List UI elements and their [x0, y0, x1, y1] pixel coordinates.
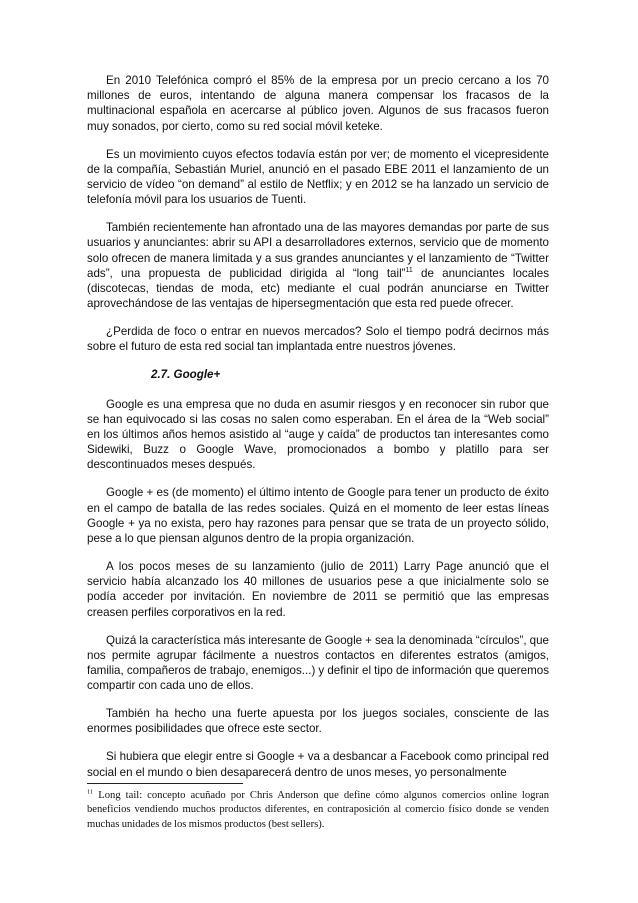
section-heading: 2.7. Google+ [151, 368, 221, 382]
paragraph-google-games: También ha hecho una fuerte apuesta por los juegos sociales, consciente de las enormes posibilidades que ofrece este sector. [87, 707, 549, 736]
paragraph-google-latest-attempt: Google + es (de momento) el último intento de Google para tener un producto de éxito en el campo de batalla de las redes sociales. Quizá en el momento de leer estas líneas Google + ya no exista, pero hay razones para pensar que se trata de un proyecto sólido, pese a lo que piensan algunos dentro de la propia organización. [87, 486, 549, 546]
paragraph-google-vs-facebook: Si hubiera que elegir entre si Google + va a desbancar a Facebook como principal red social en el mundo o bien desaparecerá dentro de unos meses, yo personalmente [87, 750, 549, 779]
footnote-divider [87, 783, 243, 784]
paragraph-telefonica-purchase: En 2010 Telefónica compró el 85% de la empresa por un precio cercano a los 70 millones de euros, intentando de alguna manera compensar los fracasos de la multinacional española en acercarse al público joven. Algunos de sus fracasos fueron muy sonados, por cierto, como su red social móvil keteke. [87, 74, 549, 133]
paragraph-twitter-ads [87, 220, 549, 311]
paragraph-google-circles: Quizá la característica más interesante de Google + sea la denominada “círculos”, que nos permite agrupar fácilmente a nuestros contactos en diferentes estratos (amigos, familia, compañeros de trabajo, enemigos...) y definir el tipo de información que queremos compartir con cada uno de ellos. [87, 633, 549, 693]
paragraph-tuenti-services: Es un movimiento cuyos efectos todavía están por ver; de momento el vicepresidente de la compañía, Sebastián Muriel, anunció en el pasado EBE 2011 el lanzamiento de un servicio de vídeo “on demand” al estilo de Netflix; y en 2012 se ha lanzado un servicio de telefonía móvil para los usuarios de Tuenti. [87, 147, 549, 207]
footnote-reference[interactable]: 11 [405, 266, 413, 274]
footnote-text: Long tail: concepto acuñado por Chris Anderson que define cómo algunos comercios online logran beneficios vendiendo muchos productos diferentes, en contraposición al comercio físico donde se venden muchas unidades de los mismos productos (best sellers). [87, 790, 549, 830]
twitter-paragraph-text-continued: de anunciantes locales (discotecas, tiendas de moda, etc) mediante el cual podrán anunciarse en Twitter aprovechándose de las ventajas de hipersegmentación que esta red puede ofrecer. [87, 266, 550, 311]
twitter-paragraph-text: También recientemente han afrontado una de las mayores demandas por parte de sus usuarios y anunciantes: abrir su API a desarrolladores externos, servicio que de momento solo ofrecen de manera limitada y a sus grandes anunciantes y el lanzamiento de “Twitter ads”, una propuesta de publicidad dirigida al “long tail” [87, 221, 549, 280]
paragraph-google-launch: A los pocos meses de su lanzamiento (julio de 2011) Larry Page anunció que el servicio había alcanzado los 40 millones de usuarios pese a que inicialmente solo se podía acceder por invitación. En noviembre de 2011 se permitió que las empresas creasen perfiles corporativos en la red. [87, 560, 549, 619]
footnote [87, 789, 549, 832]
footnote-number: 11 [87, 788, 94, 796]
body-text [87, 73, 550, 796]
paragraph-focus-question: ¿Perdida de foco o entrar en nuevos mercados? Solo el tiempo podrá decirnos más sobre el futuro de esta red social tan implantada entre nuestros jóvenes. [87, 325, 549, 354]
paragraph-google-risks: Google es una empresa que no duda en asumir riesgos y en reconocer sin rubor que se han equivocado si las cosas no salen como esperaban. En el área de la “Web social” en los últimos años hemos asistido al “auge y caída” de productos tan interesantes como Sidewiki, Buzz o Google Wave, promocionados a bombo y platillo para ser descontinuados meses después. [87, 397, 549, 472]
